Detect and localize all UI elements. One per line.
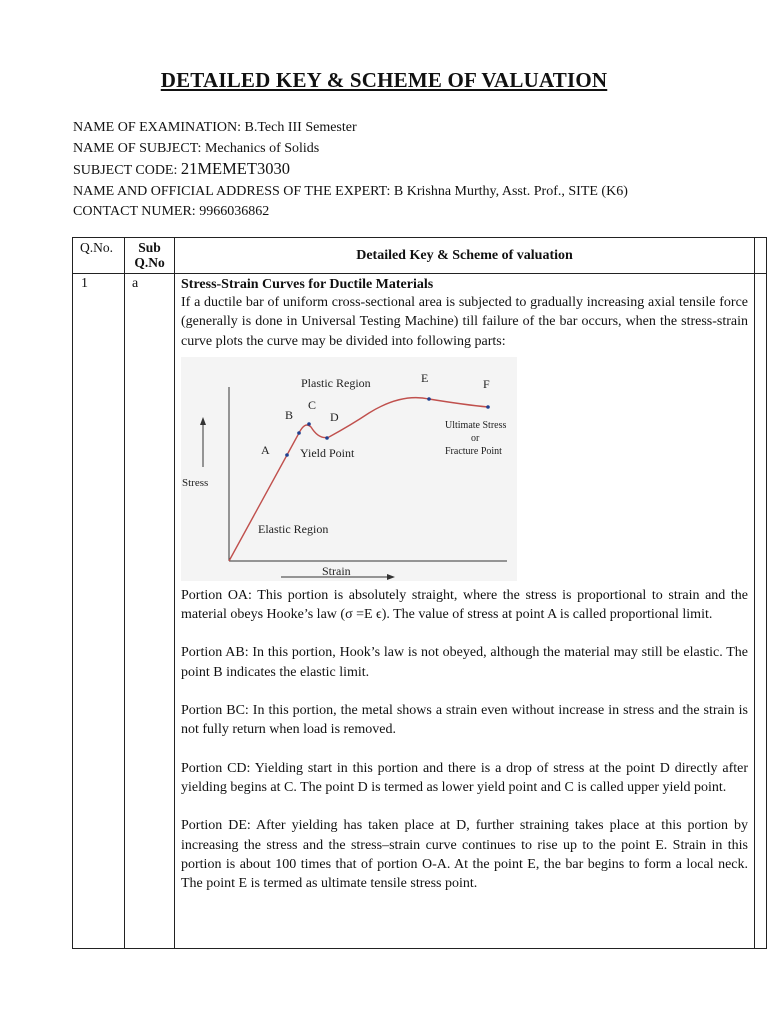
header-sub-qno (125, 238, 175, 274)
table-header-row (73, 238, 767, 274)
portion-cd-paragraph: Portion CD: Yielding start in this portion and there is a drop of stress at the point D directly after yielding begins at C. The point D is termed as lower yield point and C is called upper yield point. (181, 760, 748, 795)
header-sub-line1: Sub (138, 240, 161, 255)
stress-strain-figure (181, 357, 517, 581)
ultimate-label-line1: Ultimate Stress (445, 419, 507, 431)
figure-background (181, 357, 517, 581)
header-detailed-key: Detailed Key & Scheme of valuation (175, 238, 755, 274)
ultimate-label-line2: or (471, 432, 480, 444)
contact-label: CONTACT NUMER: (73, 204, 196, 219)
point-e-marker (427, 397, 431, 401)
subject-code-label: SUBJECT CODE: (73, 163, 178, 178)
header-sub-line2: Q.No (134, 255, 165, 270)
contact-value: 9966036862 (199, 204, 270, 219)
stress-axis-label: Stress (182, 476, 209, 489)
subject-code-row (73, 159, 628, 182)
row-content (175, 274, 755, 949)
section-heading: Stress-Strain Curves for Ductile Materials (181, 277, 434, 292)
strain-axis-label: Strain (322, 563, 351, 578)
subject-label: NAME OF SUBJECT: (73, 140, 202, 156)
portion-ab-paragraph: Portion AB: In this portion, Hook’s law is not obeyed, although the material may still be elastic. The point B indicates the elastic limit. (181, 645, 748, 680)
point-c-marker (307, 422, 311, 426)
point-d-marker (325, 436, 329, 440)
exam-label: NAME OF EXAMINATION: (73, 120, 241, 135)
point-f-label: F (483, 376, 490, 391)
point-e-label: E (421, 370, 429, 385)
portion-oa-paragraph: Portion OA: This portion is absolutely straight, where the stress is proportional to strain and the material obeys Hooke’s law (σ =E ϵ). The value of stress at point A is called proportional limit. (181, 587, 748, 623)
subject-code-value: 21MEMET3030 (180, 159, 290, 178)
valuation-table (72, 237, 767, 949)
row-extra-column (755, 274, 767, 949)
header-extra-column (755, 238, 767, 274)
table-row (73, 274, 767, 949)
row-sub-qno: a (125, 274, 175, 949)
document-title: DETAILED KEY & SCHEME OF VALUATION (160, 68, 608, 92)
expert-label: NAME AND OFFICIAL ADDRESS OF THE EXPERT: (73, 183, 391, 199)
point-f-marker (486, 405, 490, 409)
row-qno: 1 (73, 274, 125, 949)
subject-name-row (73, 139, 628, 160)
intro-paragraph: If a ductile bar of uniform cross-sectional area is subjected to gradually increasing axial tensile force (generally is done in Universal Testing Machine) till failure of the bar occurs, when the stress-strain curve plots the curve may be divided into following parts: (181, 295, 748, 349)
ultimate-label-line3: Fracture Point (445, 445, 502, 457)
plastic-region-label: Plastic Region (301, 375, 371, 390)
expert-value: B Krishna Murthy, Asst. Prof., SITE (K6) (393, 183, 628, 199)
exam-value: B.Tech III Semester (244, 120, 357, 135)
stress-strain-diagram (181, 357, 517, 581)
header-qno: Q.No. (73, 238, 125, 274)
yield-point-label: Yield Point (300, 445, 355, 460)
point-b-marker (297, 431, 301, 435)
exam-name-row (73, 118, 628, 139)
expert-row (73, 182, 628, 203)
contact-row (73, 202, 628, 223)
point-d-label: D (330, 409, 339, 424)
point-a-marker (285, 453, 289, 457)
exam-metadata (73, 118, 628, 223)
point-b-label: B (285, 407, 294, 422)
portion-bc-paragraph: Portion BC: In this portion, the metal shows a strain even without increase in stress and the strain is not fully return when load is removed. (181, 703, 748, 738)
point-a-label: A (261, 442, 270, 457)
elastic-region-label: Elastic Region (258, 521, 329, 536)
portion-de-paragraph: Portion DE: After yielding has taken place at D, further straining takes place at this portion by increasing the stress and the stress–strain curve continues to rise up to the point E. Strain in this portion is about 100 times that of portion O-A. At the point E, the bar begins to form a local neck. The point E is termed as ultimate tensile stress point. (181, 818, 748, 892)
point-c-label: C (308, 397, 317, 412)
subject-value: Mechanics of Solids (204, 140, 320, 156)
